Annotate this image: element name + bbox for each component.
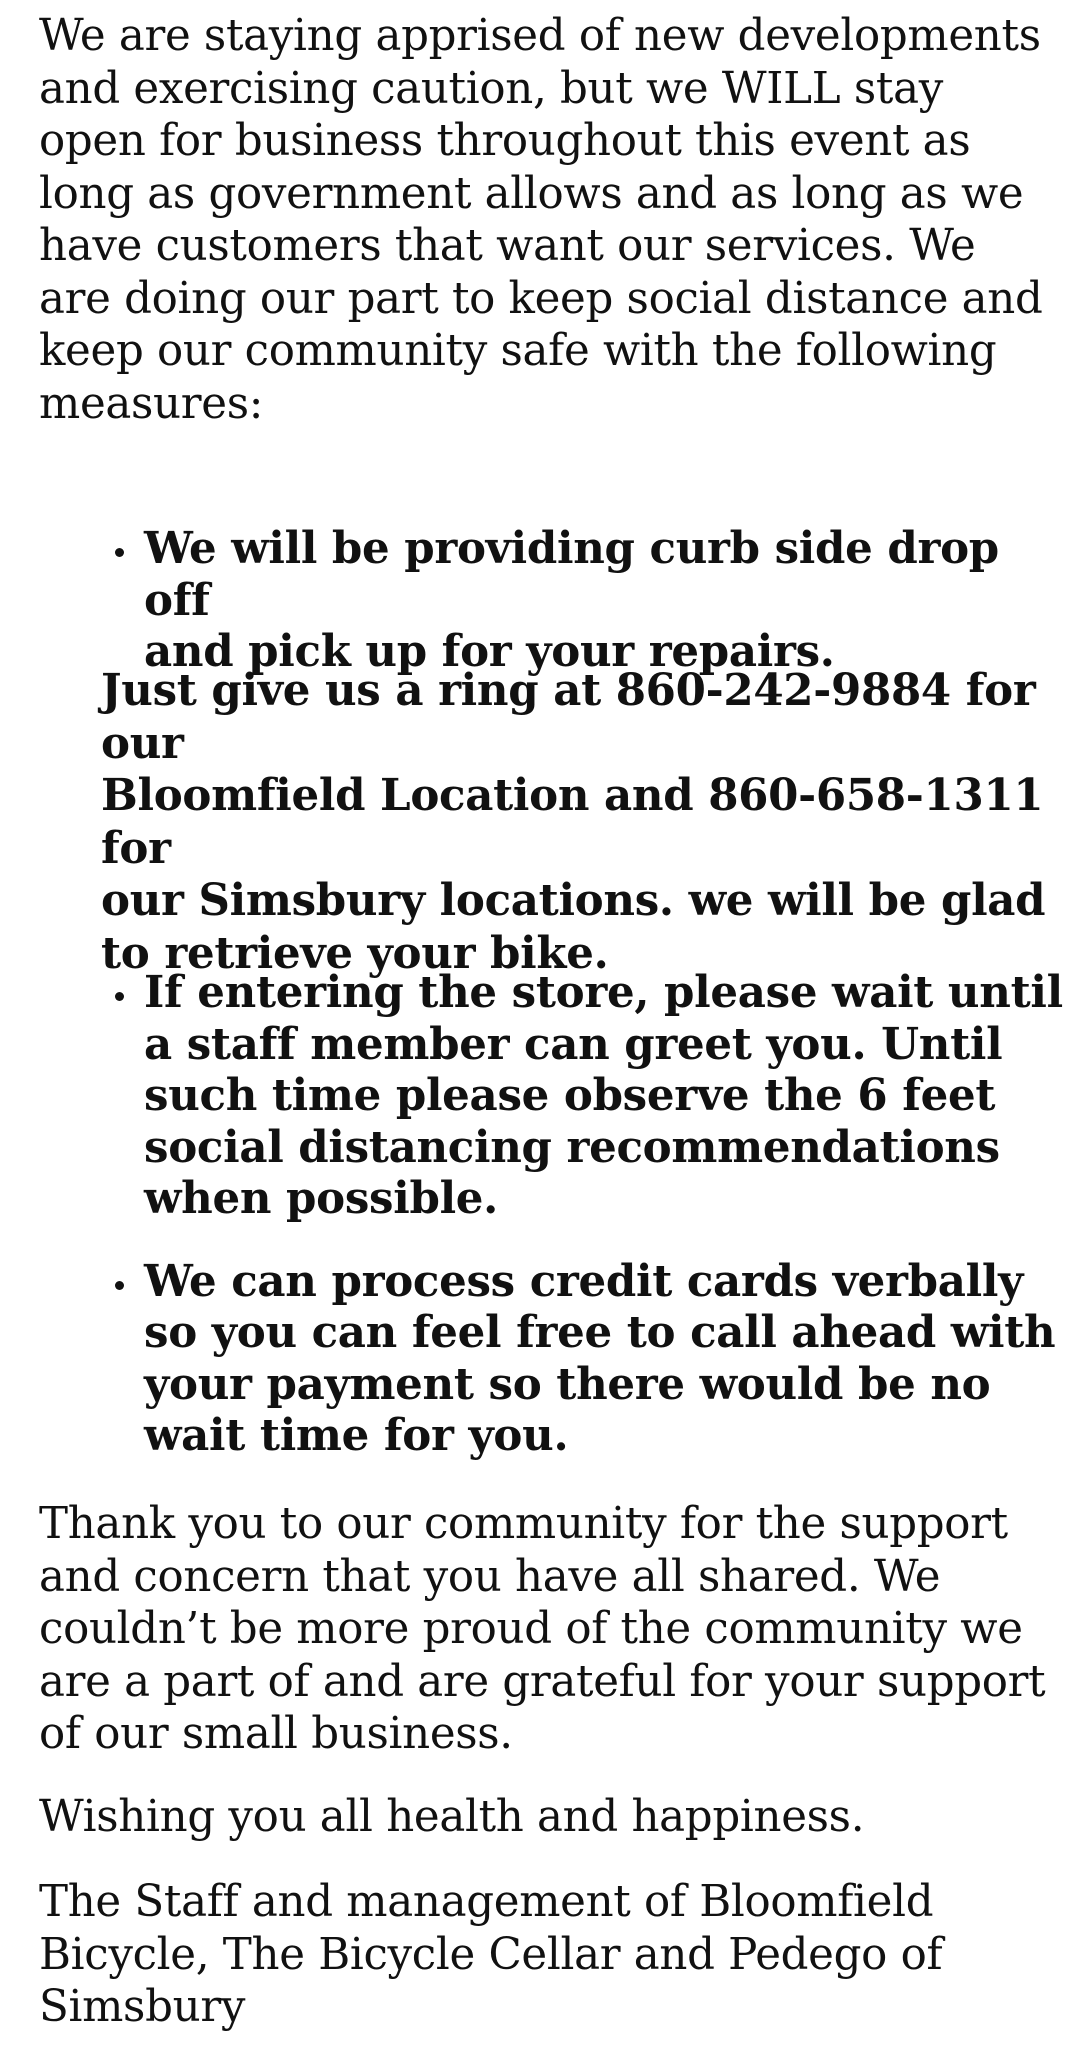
thanks-paragraph: Thank you to our community for the support and concern that you have all shared. We couldn’t be more proud of the community we are a part of and are grateful for your support of our small business. [39,1499,1046,1759]
bullet-credit-card-payment: We can process credit cards verbally so you can feel free to call ahead with your payment so there would be no wait time for you. [39,1256,1069,1462]
signature-paragraph: The Staff and management of Bloomfield Bicycle, The Bicycle Cellar and Pedego of Simsbury [39,1877,943,2032]
bullet-list-curbside [39,523,1069,678]
bullet-store-entry: If entering the store, please wait until a staff member can greet you. Until such time please observe the 6 feet social distancing recommendations when possible. [39,967,1069,1225]
intro-paragraph: We are staying apprised of new developments and exercising caution, but we WILL stay open for business throughout this event as long as government allows and as long as we have customers that want our services. We are doing our part to keep social distance and keep our community safe with the following measures: [39,11,1043,429]
bullet-list-store-policies [39,967,1069,1462]
phone-instructions-paragraph: Just give us a ring at 860-242-9884 for our Bloomfield Location and 860-658-1311 for our Simsbury locations. we will be glad to retrieve your bike. [101,665,1046,979]
bullet-curbside-service: We will be providing curb side drop off and pick up for your repairs. [39,523,1069,678]
wishes-paragraph: Wishing you all health and happiness. [39,1792,865,1842]
